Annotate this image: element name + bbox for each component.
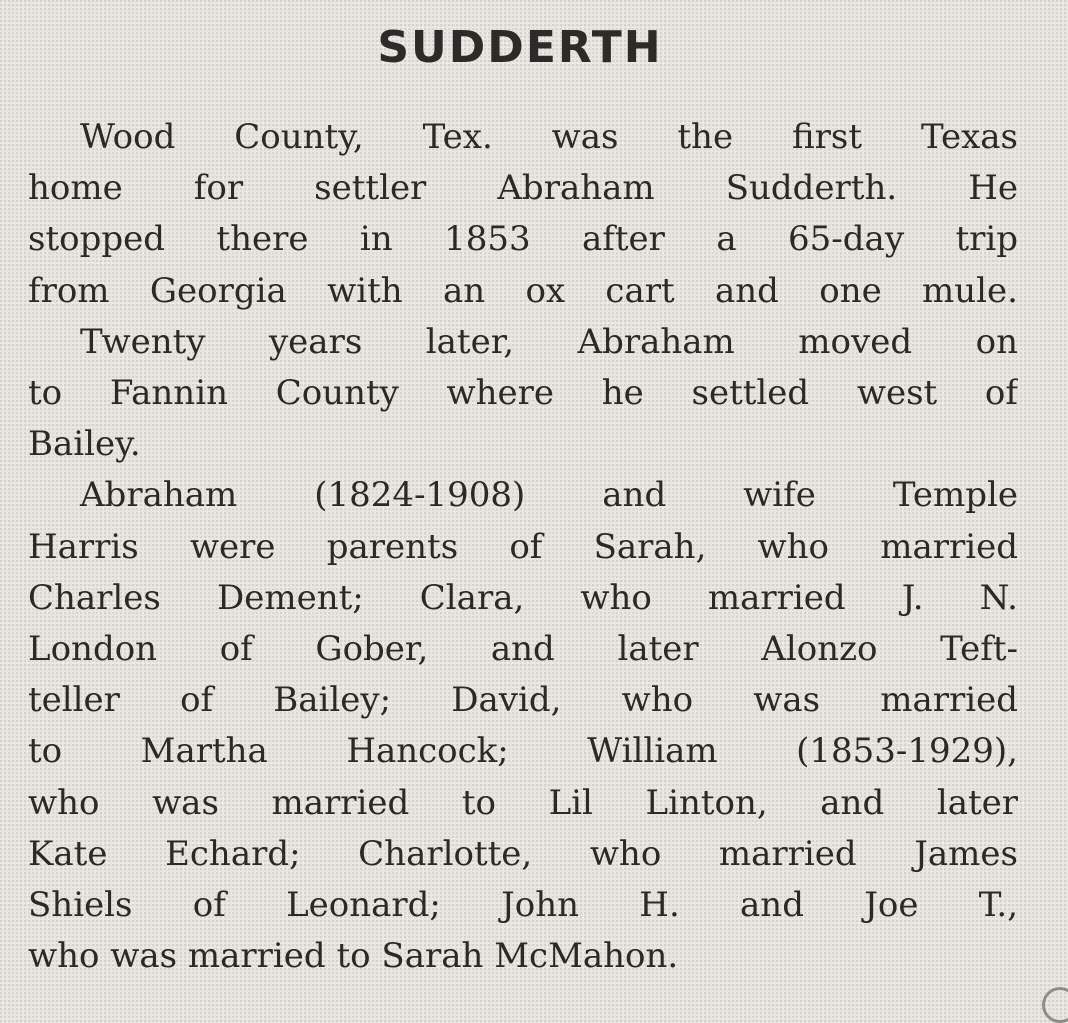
text-line: who was married to Sarah McMahon. <box>28 936 679 977</box>
text-line: teller of Bailey; David, who was married <box>28 680 1018 721</box>
text-line: home for settler Abraham Sudderth. He <box>28 168 1018 209</box>
article-body <box>28 112 1018 982</box>
text-line: Abraham (1824-1908) and wife Temple <box>80 475 1018 516</box>
text-line: stopped there in 1853 after a 65-day trip <box>28 219 1018 260</box>
text-line: Twenty years later, Abraham moved on <box>80 321 1018 362</box>
text-line: Harris were parents of Sarah, who married <box>28 526 1018 567</box>
text-line: to Fannin County where he settled west of <box>28 373 1018 414</box>
article-heading: SUDDERTH <box>377 22 663 73</box>
text-line: Kate Echard; Charlotte, who married James <box>28 833 1018 874</box>
text-line: from Georgia with an ox cart and one mule. <box>28 270 1018 311</box>
text-line: Wood County, Tex. was the first Texas <box>80 117 1018 157</box>
text-line: Bailey. <box>28 424 141 465</box>
text-line: London of Gober, and later Alonzo Teft- <box>28 629 1018 670</box>
text-line: who was married to Lil Linton, and later <box>28 782 1018 823</box>
text-line: to Martha Hancock; William (1853-1929), <box>28 731 1018 772</box>
text-line: Shiels of Leonard; John H. and Joe T., <box>28 885 1018 926</box>
text-line: Charles Dement; Clara, who married J. N. <box>28 577 1018 618</box>
page-corner-mark <box>1042 987 1068 1023</box>
